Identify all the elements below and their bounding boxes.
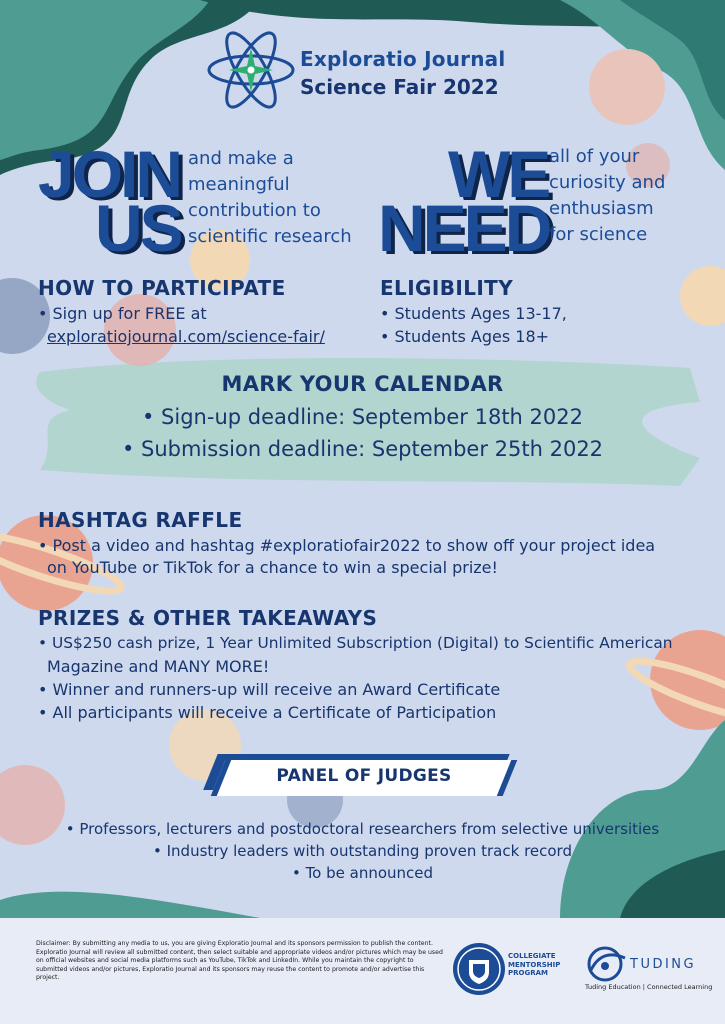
- we-need-line: enthusiasm: [549, 198, 654, 219]
- submission-deadline: • Submission deadline: September 25th 2022: [121, 437, 604, 461]
- tuding-logo-icon: [585, 944, 629, 984]
- planet-top-right: [589, 49, 665, 125]
- headline-need: NEED: [378, 191, 550, 265]
- prize-line: • Winner and runners-up will receive an Award Certificate: [38, 680, 501, 699]
- collegiate-mentorship-logo-icon: [452, 942, 506, 996]
- raffle-line: • Post a video and hashtag #exploratiofair2022 to show off your project idea: [38, 536, 656, 555]
- cmp-line: COLLEGIATE: [508, 952, 556, 960]
- we-need-line: all of your: [549, 146, 640, 167]
- judges-heading: PANEL OF JUDGES: [276, 766, 452, 786]
- prize-line: • All participants will receive a Certificate of Participation: [38, 703, 497, 722]
- eligibility-item: • Students Ages 18+: [380, 327, 550, 346]
- join-us-line: meaningful: [188, 174, 290, 195]
- judge-item: • To be announced: [291, 864, 434, 882]
- bottom-left-wave: [0, 892, 260, 918]
- disclaimer-text: Disclaimer: By submitting any media to us, you are giving Exploratio Journal and its sponsors permission to publish the content. Exploratio Journal will review all submitted content, then select suitable and appropriate videos and/or pictures which may be used on official websites and social media platforms such as YouTube, TikTok and LinkedIn. While you maintain the copyright to submitted videos and/or pictures, Exploratio Journal and its sponsors may reuse the content to promote and/or advertise this project.: [36, 940, 443, 982]
- calendar-heading: MARK YOUR CALENDAR: [221, 372, 504, 396]
- join-us-line: and make a: [188, 148, 294, 169]
- raffle-line: on YouTube or TikTok for a chance to win a special prize!: [47, 558, 498, 577]
- eligibility-heading: ELIGIBILITY: [380, 276, 514, 300]
- join-us-line: contribution to: [188, 200, 321, 221]
- we-need-line: curiosity and: [549, 172, 666, 193]
- tuding-name: TUDING: [630, 957, 697, 972]
- judge-item: • Professors, lecturers and postdoctoral researchers from selective universities: [65, 820, 660, 838]
- cmp-line: MENTORSHIP: [508, 960, 561, 969]
- prize-line: • US$250 cash prize, 1 Year Unlimited Subscription (Digital) to Scientific American: [38, 634, 673, 652]
- event-title-line1: Exploratio Journal: [300, 47, 506, 71]
- cmp-line: PROGRAM: [508, 969, 548, 977]
- headline-we: WE: [448, 137, 549, 211]
- prize-line: Magazine and MANY MORE!: [47, 657, 270, 676]
- judge-item: • Industry leaders with outstanding proven track record: [153, 842, 572, 860]
- we-need-description: [549, 144, 665, 248]
- signup-deadline: • Sign-up deadline: September 18th 2022: [142, 405, 583, 429]
- planet-right: [680, 266, 725, 326]
- join-us-description: [188, 146, 352, 250]
- how-to-participate-heading: HOW TO PARTICIPATE: [38, 276, 286, 300]
- raffle-heading: HASHTAG RAFFLE: [38, 508, 243, 532]
- tuding-tagline: Tuding Education | Connected Learning: [585, 983, 713, 991]
- signup-text: • Sign up for FREE at: [38, 304, 207, 323]
- headline-join: JOIN: [38, 137, 181, 211]
- atom-logo-icon: [205, 30, 297, 110]
- join-us-line: scientific research: [188, 226, 352, 247]
- eligibility-item: • Students Ages 13-17,: [380, 304, 567, 323]
- collegiate-mentorship-label: [508, 952, 578, 978]
- prizes-heading: PRIZES & OTHER TAKEAWAYS: [38, 606, 378, 630]
- event-title-line2: Science Fair 2022: [300, 75, 499, 99]
- signup-link[interactable]: exploratiojournal.com/science-fair/: [47, 327, 325, 346]
- we-need-line: for science: [549, 224, 648, 245]
- headline-us: US: [95, 191, 181, 265]
